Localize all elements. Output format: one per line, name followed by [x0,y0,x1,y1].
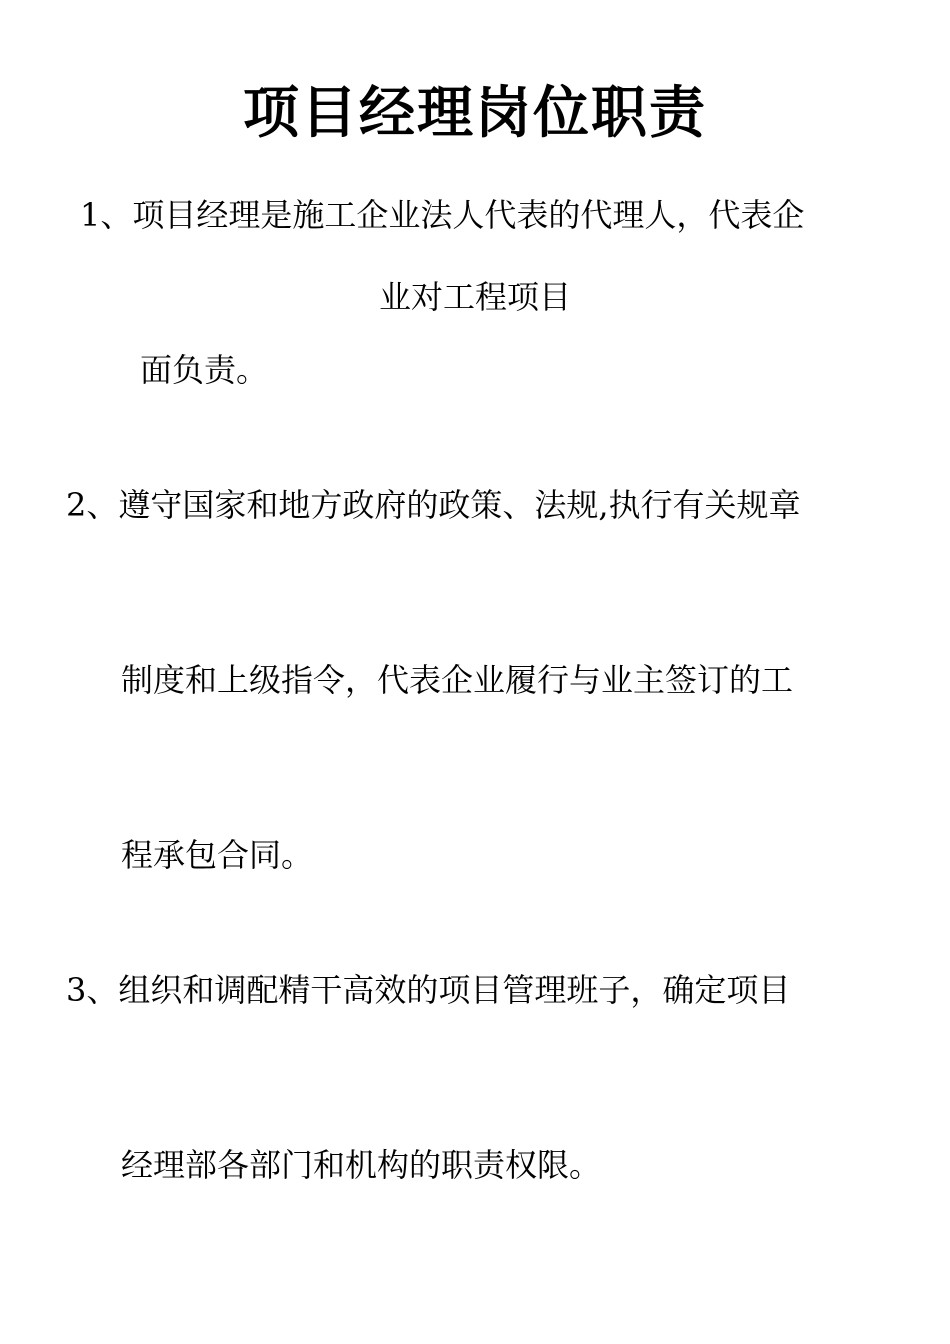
duty-item-2-line-3: 程承包合同。 [121,836,314,874]
duty-item-3-line-2: 经理部各部门和机构的职责权限。 [121,1146,602,1184]
duty-item-2-line-2: 制度和上级指令，代表企业履行与业主签订的工 [121,661,794,699]
duty-item-1-line-1: 1、项目经理是施工企业法人代表的代理人，代表企 [80,196,805,234]
duty-item-1-line-2: 业对工程项目 [378,278,571,316]
duty-item-2-line-1: 2、遵守国家和地方政府的政策、法规,执行有关规章 [66,486,801,524]
duty-item-3-line-1: 3、组织和调配精干高效的项目管理班子，确定项目 [66,971,791,1009]
page-title: 项目经理岗位职责 [243,81,707,146]
duty-item-1-line-3: 面负责。 [140,351,269,389]
